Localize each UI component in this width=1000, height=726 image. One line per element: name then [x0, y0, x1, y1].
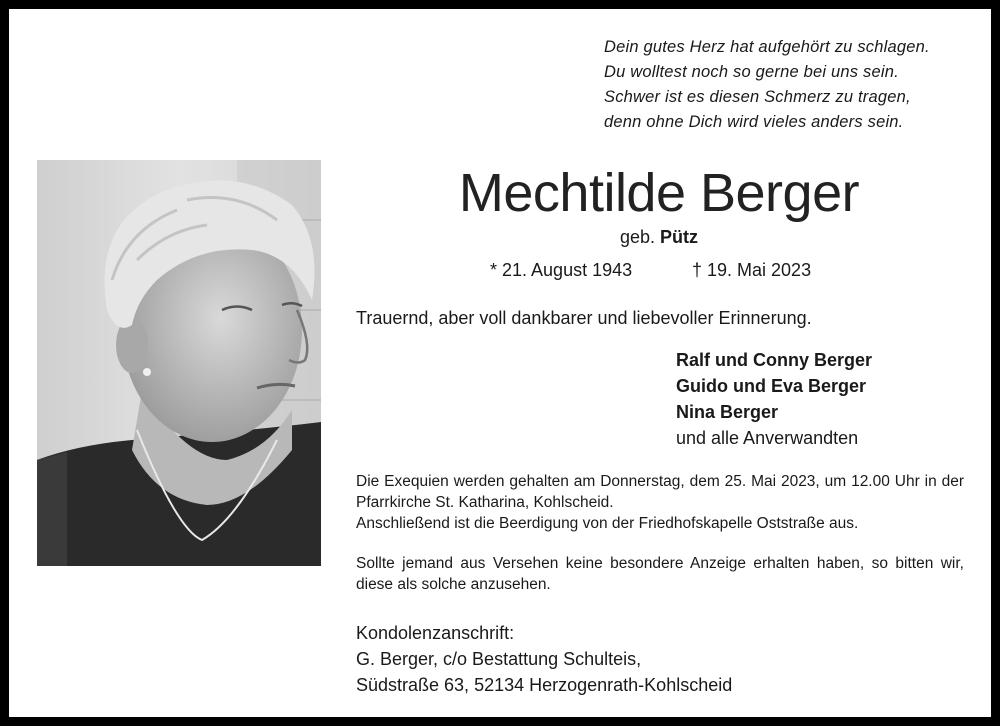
poem-line: Schwer ist es diesen Schmerz zu tragen,	[604, 88, 911, 106]
family-others: und alle Anverwandten	[676, 428, 859, 448]
condolence-heading: Kondolenzanschrift:	[356, 623, 515, 643]
notice	[356, 553, 964, 595]
notice-text: Sollte jemand aus Versehen keine besondere Anzeige erhalten haben, so bitten wir, diese als solche anzusehen.	[356, 555, 964, 593]
service-line: Die Exequien werden gehalten am Donnerstag, dem 25. Mai 2023, um 12.00 Uhr in der Pfarrkirche St. Katharina, Kohlscheid.	[356, 473, 964, 511]
mourning-line: Trauernd, aber voll dankbarer und liebevoller Erinnerung.	[356, 308, 812, 328]
portrait-photo	[37, 160, 321, 566]
poem-line: Du wolltest noch so gerne bei uns sein.	[604, 63, 899, 81]
poem-line: Dein gutes Herz hat aufgehört zu schlagen.	[604, 38, 930, 56]
family-list	[676, 347, 872, 451]
birth-date: * 21. August 1943	[490, 260, 633, 280]
birth-name	[389, 227, 929, 248]
service-info	[356, 471, 964, 534]
birth-name-prefix: geb.	[619, 227, 656, 247]
obituary-card	[9, 9, 991, 717]
condolence-line: Südstraße 63, 52134 Herzogenrath-Kohlscheid	[356, 675, 733, 695]
family-member: Guido und Eva Berger	[676, 376, 867, 396]
birth-name-value: Pütz	[660, 227, 699, 247]
condolence-address	[356, 620, 732, 698]
death-date: † 19. Mai 2023	[692, 260, 812, 280]
poem-line: denn ohne Dich wird vieles anders sein.	[604, 113, 904, 131]
service-line: Anschließend ist die Beerdigung von der Friedhofskapelle Oststraße aus.	[356, 515, 859, 532]
family-member: Ralf und Conny Berger	[676, 350, 873, 370]
condolence-line: G. Berger, c/o Bestattung Schulteis,	[356, 649, 642, 669]
poem	[604, 35, 930, 135]
family-member: Nina Berger	[676, 402, 779, 422]
deceased-name: Mechtilde Berger	[458, 163, 860, 223]
